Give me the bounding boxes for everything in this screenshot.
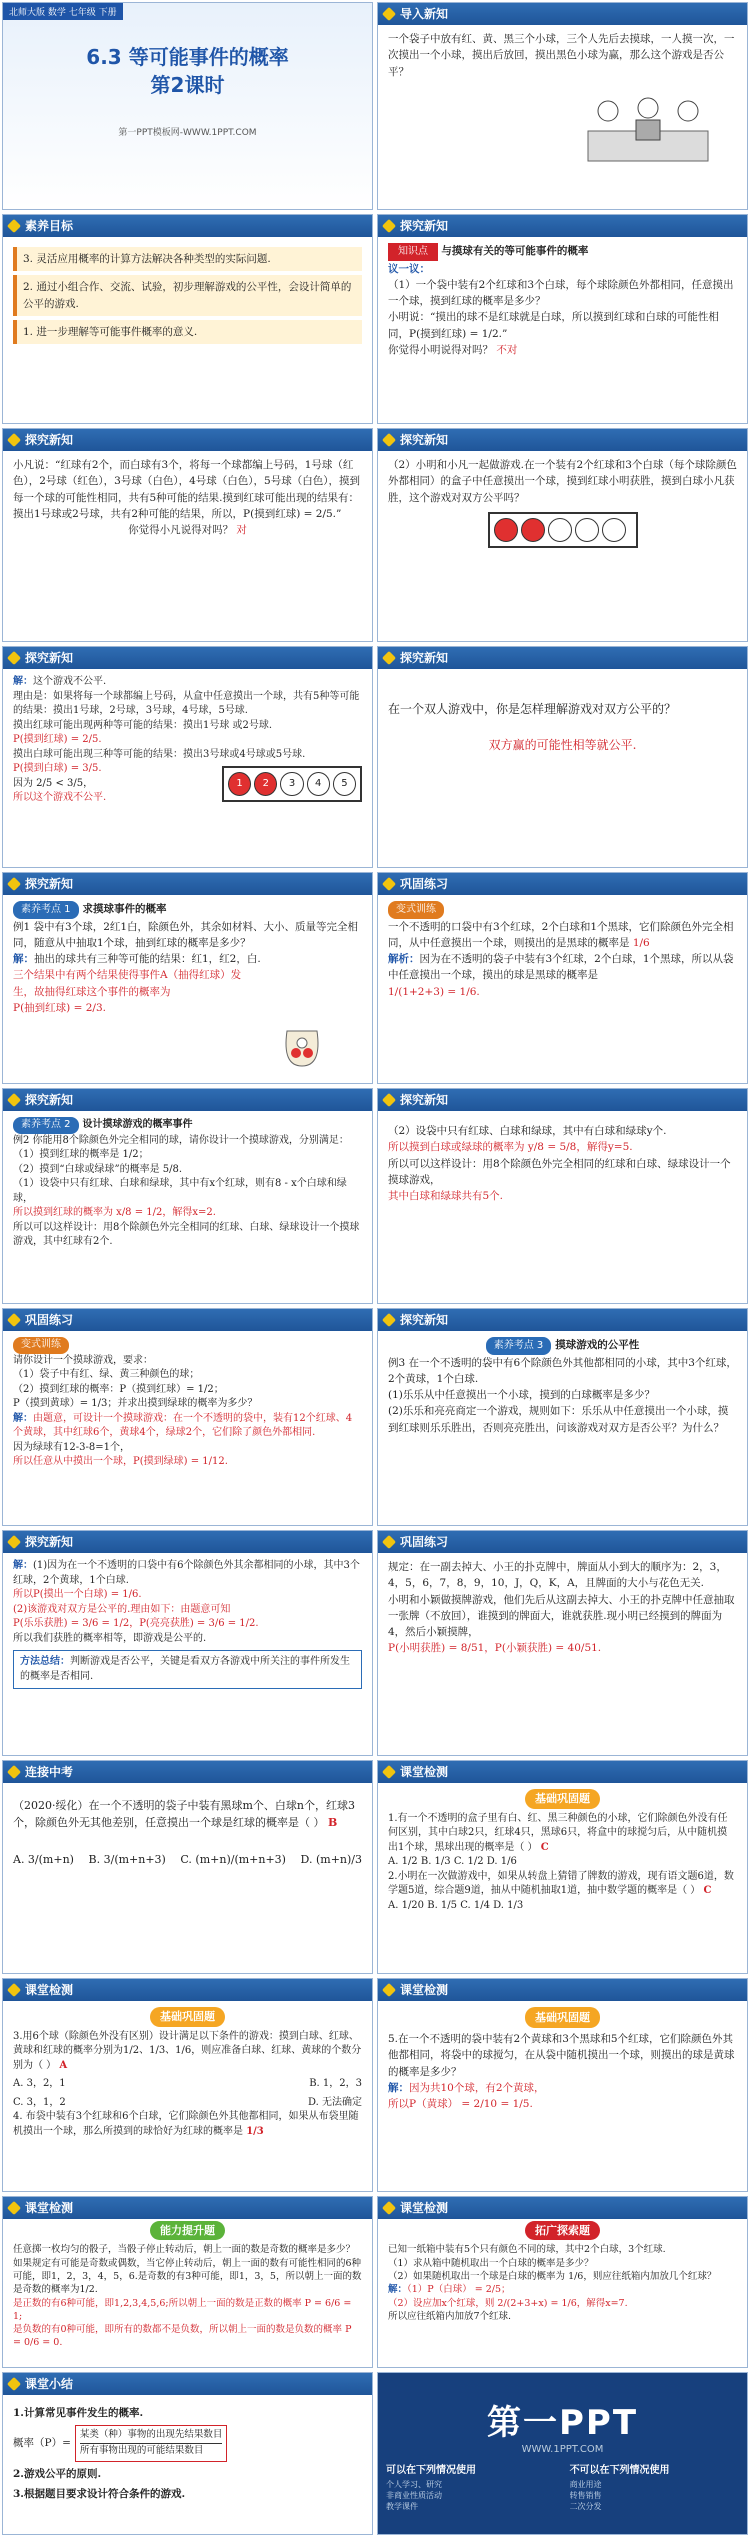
solution-line: （2）设袋中只有红球、白球和绿球，其中有白球和绿球y个. — [388, 1125, 667, 1137]
question-2: (2)乐乐和亮亮商定一个游戏，规则如下：乐乐从中任意摸出一个小球，摸到红球则乐乐胜出，否则亮亮胜出，问该游戏对双方是否公平？为什么？ — [388, 1405, 729, 1434]
xiaofan-claim: 小凡说：“红球有2个，而白球有3个，将每一个球都编上号码，1号球（红色），2号球（红色），3号球（白色），4号球（白色），5号球（白色），摸到每一个球的可能性相同，共有5种可能的结果.摸到红球可能出现的结果有：摸出1号球或2号球，共有2种可能的结果，所以，P(摸到红球) = 2/5.” — [13, 459, 360, 520]
white-ball — [602, 518, 626, 542]
example-text: 例1 袋中有3个球，2红1白，除颜色外，其余如材料、大小、质量等完全相同，随意从中抽取1个球，抽到红球的概率是多少？ — [13, 920, 359, 949]
solution-line: 所以我们获胜的概率相等，即游戏是公平的. — [13, 1632, 207, 1644]
solution-line: (2)该游戏对双方是公平的.理由如下：由题意可知 — [13, 1603, 231, 1615]
solution-line: 所以应往纸箱内加放7个红球. — [388, 2310, 512, 2322]
solution-line: 摸出白球可能出现三种等可能的结果：摸出3号球或4号球或5号球. — [13, 748, 306, 760]
level-heading — [13, 2221, 362, 2240]
slide-bar: 课堂小结 — [3, 2373, 372, 2395]
test-question-5: 5.在一个不透明的袋中装有2个黄球和3个黑球和5个红球，它们除颜色外其他都相同，将袋中的球搅匀，在从袋中随机摸出一个球，则摸出的球是黄球的概率是多少？ — [388, 2033, 735, 2078]
solution-line — [13, 1559, 362, 1588]
solution-line: 其中白球和绿球共有5个. — [388, 1190, 504, 1203]
summary-item-3: 3.根据题目要求设计符合条件的游戏. — [13, 2487, 186, 2500]
red-ball — [521, 518, 545, 542]
answer-text: 不对 — [496, 343, 518, 356]
cover-badge: 北师大版 数学 七年级 下册 — [3, 3, 123, 20]
option-d: D. (m+n)/3 — [300, 1853, 362, 1867]
white-ball — [548, 518, 572, 542]
solution-line: P(摸到白球) = 3/5. — [13, 763, 102, 774]
solution-text: 抽出的球共有三种等可能的结果：红1，红2，白. — [34, 953, 261, 966]
answer-text: P(小明获胜) = 8/51，P(小颖获胜) = 40/51. — [388, 1642, 602, 1655]
question-answer: 1/6 — [632, 936, 650, 949]
slide-body — [378, 1331, 747, 1442]
summary-item-2: 2.游戏公平的原则. — [13, 2467, 102, 2480]
test-question: （2）如果随机取出一个球是白球的概率为 1/6，则应往纸箱内加放几个红球？ — [388, 2270, 717, 2282]
solution-text: (1)因为在一个不透明的口袋中有6个除颜色外其余都相同的小球，其中3个红球，2个黄球，1个白球. — [13, 1560, 360, 1586]
solution-line: P(乐乐获胜) = 3/6 = 1/2，P(亮亮获胜) = 3/6 = 1/2. — [13, 1618, 259, 1629]
slide-bar: 探究新知 — [378, 647, 747, 669]
requirement-line: （1）袋子中有红、绿、黄三种颜色的球； — [13, 1369, 200, 1380]
dice-text: 是负数的有0种可能，即所有的数都不是负数，所以朝上一面的数是负数的概率 P = 0/6 = 0. — [13, 2324, 352, 2349]
solution-line: 三个结果中有两个结果使得事件A（抽得红球）发生，故抽得红球这个事件的概率为 — [13, 969, 242, 998]
slide-bar: 巩固练习 — [378, 873, 747, 895]
slide-body — [3, 2001, 372, 2145]
solution-line — [388, 2080, 737, 2096]
analysis-label: 解析： — [388, 953, 420, 966]
xiaoming-claim: 小明说：“摸出的球不是红球就是白球，所以摸到红球和白球的可能性相同，P(摸到红球) = 1/2.” — [388, 311, 719, 340]
option-b: B. 3/(m+n+3) — [88, 1853, 166, 1867]
dice-text: 是正数的有6种可能，即1,2,3,4,5,6;所以朝上一面的数是正数的概率 P = 6/6 = 1; — [13, 2297, 352, 2322]
formula-label: 概率（P）= — [13, 2437, 71, 2450]
solution-line: P(抽到红球) = 2/3. — [13, 1001, 106, 1014]
skill-point-tag: 素养考点 3 — [486, 1337, 552, 1355]
prompt-text: 你觉得小明说得对吗？ — [388, 343, 493, 356]
goal-1: 1. 进一步理解等可能事件概率的意义. — [13, 320, 362, 344]
slide-body — [378, 669, 747, 762]
level-badge: 基础巩固题 — [525, 2007, 600, 2028]
slide-goals — [2, 214, 373, 424]
solution-row — [13, 762, 362, 806]
slide-body — [378, 237, 747, 364]
solution-line — [13, 951, 362, 967]
skill-point-title: 摸球游戏的公平性 — [555, 1339, 640, 1351]
slide-bar: 探究新知 — [378, 1309, 747, 1331]
option-c: C. (m+n)/(m+n+3) — [180, 1853, 286, 1867]
slide-summary — [2, 2372, 373, 2535]
option-b: B. 1，2，3 — [309, 2078, 362, 2090]
slide-body — [3, 1111, 372, 1256]
answer: A — [59, 2059, 68, 2071]
slide-body — [3, 2219, 372, 2356]
formula-box — [75, 2425, 228, 2461]
example-header — [388, 1337, 737, 1355]
solution-line: （1）设袋中只有红球、白球和绿球，其中有x个红球，则有8 - x个白球和绿球， — [13, 1178, 347, 1204]
slide-explore-2 — [2, 428, 373, 642]
slide-bar: 课堂检测 — [378, 1979, 747, 2001]
analysis-text: 因为在不透明的袋子中装有3个红球，2个白球，1个黑球，所以从袋中任意摸出一个球，摸出的球是黑球的概率是 — [388, 953, 734, 982]
level-badge: 基础巩固题 — [150, 2007, 225, 2027]
ball-5: 5 — [333, 772, 356, 796]
ball-2: 2 — [254, 772, 277, 796]
white-ball — [575, 518, 599, 542]
summary-item-1: 1.计算常见事件发生的概率. — [13, 2407, 144, 2419]
level-heading — [13, 2007, 362, 2027]
slide-body — [3, 669, 372, 812]
slide-explore-4 — [2, 646, 373, 868]
usage-allowed — [386, 2461, 555, 2512]
slide-body — [3, 1553, 372, 1695]
slide-bar: 课堂检测 — [378, 2197, 747, 2219]
analysis — [388, 951, 737, 984]
solution-text: 因为共10个球，有2个黄球， — [409, 2081, 545, 2094]
test-question-3 — [13, 2030, 362, 2074]
slide-body — [3, 2395, 372, 2512]
slide-example-2 — [2, 1088, 373, 1304]
slide-bar: 探究新知 — [3, 1531, 372, 1553]
skill-point-tag: 素养考点 2 — [13, 1117, 79, 1134]
solution-line: 所以任意从中摸出一个球，P(摸到绿球) = 1/12. — [13, 1456, 228, 1467]
slide-practice-2 — [2, 1308, 373, 1526]
slide-explore-3 — [377, 428, 748, 642]
game-question: （2）小明和小凡一起做游戏.在一个装有2个红球和3个白球（每个球除颜色外都相同）的盒子中任意摸出一个球，摸到红球小明获胜，摸到白球小凡获胜，这个游戏对双方公平吗？ — [388, 459, 737, 504]
example-text: 例2 你能用8个除颜色外完全相同的球，请你设计一个摸球游戏，分别满足： — [13, 1134, 349, 1146]
cover-subtitle: 第一PPT模板网-WWW.1PPT.COM — [118, 128, 257, 138]
method-summary-text: 判断游戏是否公平，关键是看双方各游戏中所关注的事件所发生的概率是否相同. — [20, 1656, 350, 1682]
test-question-1 — [388, 1812, 737, 1856]
intro-text: 一个袋子中放有红、黄、黑三个小球，三个人先后去摸球，一人摸一次，一次摸出一个小球，摸出后放回，摸出黑色小球为赢，那么这个游戏是否公平？ — [388, 33, 735, 78]
question-prompt — [13, 522, 362, 538]
slide-bar: 课堂检测 — [378, 1761, 747, 1783]
slide-body — [378, 1783, 747, 1919]
prompt-text: 你觉得小凡说得对吗？ — [128, 524, 234, 537]
test-options-2: A. 1/20 B. 1/5 C. 1/4 D. 1/3 — [388, 1899, 524, 1911]
solution-line: （2）设应加x个红球，则 2/(2+3+x) = 1/6，解得x=7. — [388, 2297, 628, 2309]
slide-practice-1 — [377, 872, 748, 1084]
ball-3: 3 — [280, 772, 303, 796]
usage-columns — [378, 2455, 747, 2518]
slide-bar: 课堂检测 — [3, 2197, 372, 2219]
example-header — [13, 1117, 362, 1134]
solution-line — [388, 2283, 737, 2296]
fairness-answer: 双方赢的可能性相等就公平. — [488, 737, 637, 752]
bag-illustration — [272, 1011, 332, 1071]
test-question-4 — [13, 2110, 362, 2139]
knowledge-point-tag: 知识点 — [388, 243, 438, 261]
answer: C — [540, 1841, 549, 1853]
slide-bar: 探究新知 — [3, 873, 372, 895]
slide-bar: 素养目标 — [3, 215, 372, 237]
exam-question — [13, 1797, 362, 1831]
slide-body — [378, 1553, 747, 1663]
brand-url[interactable]: WWW.1PPT.COM — [521, 2444, 604, 2455]
test-question: （1）求从箱中随机取出一个白球的概率是多少？ — [388, 2257, 594, 2269]
slide-explore-1 — [377, 214, 748, 424]
ball-box — [488, 512, 638, 548]
cover-title — [3, 43, 372, 99]
solution-label: 解： — [388, 2284, 408, 2296]
slide-test-1 — [377, 1760, 748, 1974]
solution-label: 解： — [13, 1560, 33, 1571]
slide-body — [3, 1331, 372, 1476]
slide-body — [3, 1783, 372, 1874]
slide-bar: 探究新知 — [378, 1089, 747, 1111]
analysis-formula: 1/(1+2+3) = 1/6. — [388, 985, 480, 998]
slide-test-2 — [2, 1978, 373, 2192]
dice-text: 任意掷一枚均匀的骰子，当骰子停止转动后，朝上一面的数是奇数的概率是多少？如果规定有可能是奇数或偶数，当它停止转动后，朝上一面的数有可能性相同的6种可能，即1，2，3，4，5，6.是奇数的有3种可能，即1，3，5，所以朝上一面的数是奇数的概率为1/2. — [13, 2244, 362, 2296]
solution-line: 所以可以这样设计：用8个除颜色外完全相同的红球、白球、绿球设计一个摸球游戏，其中红球有2个. — [13, 1221, 360, 1247]
condition-2: （2）摸到“白球或绿球”的概率是 5/8. — [13, 1163, 183, 1175]
slide-bar: 探究新知 — [3, 429, 372, 451]
solution-line: 所以可以这样设计：用8个除颜色外完全相同的红球和白球、绿球设计一个摸球游戏， — [388, 1157, 731, 1186]
slide-example-3 — [377, 1308, 748, 1526]
question-1: (1)乐乐从中任意摸出一个小球，摸到的白球概率是多少？ — [388, 1389, 655, 1402]
slide-body — [378, 2001, 747, 2118]
goal-3: 3. 灵活应用概率的计算方法解决各种类型的实际问题. — [13, 247, 362, 271]
example-header — [13, 901, 362, 919]
exam-answer: B — [328, 1816, 338, 1830]
slide-body — [378, 895, 747, 1006]
solution-line: 所以P(摸出一个白球) = 1/6. — [13, 1589, 142, 1600]
solution-label: 解： — [13, 953, 34, 966]
options — [13, 1851, 362, 1868]
slide-example-3-solution — [2, 1530, 373, 1756]
question-prompt — [388, 342, 737, 358]
solution-text: 这个游戏不公平. — [33, 676, 107, 687]
formula-denominator: 所有事物出现的可能结果数目 — [79, 2444, 204, 2456]
requirement-line: P（摸到黄球）= 1/3；并求出摸到绿球的概率为多少？ — [13, 1398, 258, 1409]
solution-line: 所以P（黄球） = 2/10 = 1/5. — [388, 2098, 533, 2111]
requirement-line: 请你设计一个摸球游戏，要求： — [13, 1354, 153, 1366]
goal-2: 2. 通过小组合作、交流、试验，初步理解游戏的公平性，会设计简单的公平的游戏. — [13, 275, 362, 316]
test-question-2 — [388, 1870, 737, 1899]
slide-bar: 课堂检测 — [3, 1979, 372, 2001]
slide-brand — [377, 2372, 748, 2535]
slide-body — [378, 25, 747, 172]
slide-body — [3, 451, 372, 544]
level-badge: 基础巩固题 — [525, 1789, 600, 1809]
red-ball — [494, 518, 518, 542]
level-heading — [388, 2007, 737, 2028]
answer-text: 对 — [236, 524, 247, 537]
solution-line: 所以这个游戏不公平. — [13, 792, 107, 803]
knowledge-point-title: 与摸球有关的等可能事件的概率 — [441, 245, 589, 257]
slide-cover — [2, 2, 373, 210]
slide-bar: 探究新知 — [378, 429, 747, 451]
slide-bar: 连接中考 — [3, 1761, 372, 1783]
cover-title-line1: 6.3 等可能事件的概率 — [86, 45, 289, 69]
condition-1: （1）摸到红球的概率是 1/2； — [13, 1149, 149, 1160]
slide-body — [3, 237, 372, 354]
option-c: C. 3，1，2 — [13, 2096, 66, 2108]
level-badge: 拓广探索题 — [525, 2221, 600, 2240]
solution-line — [13, 1412, 362, 1441]
slide-body — [378, 451, 747, 560]
requirement-line: （2）摸到红球的概率：P（摸到红球）= 1/2； — [13, 1383, 224, 1395]
test-options-1: A. 1/2 B. 1/3 C. 1/2 D. 1/6 — [388, 1856, 517, 1868]
question-text: 1.有一个不透明的盒子里有白、红、黑三种颜色的小球，它们除颜色外没有任何区别，其中白球2只，红球4只，黑球6只，将盒中的球搅匀后，从中随机摸出1个球，黑球出现的概率是（ ） — [388, 1812, 728, 1853]
fairness-question: 在一个双人游戏中，你是怎样理解游戏对双方公平的？ — [388, 702, 677, 716]
slide-body — [3, 895, 372, 1022]
solution-label: 解： — [388, 2081, 409, 2094]
solution-text: （1）P（白球） = 2/5； — [407, 2284, 511, 2296]
slide-bar: 探究新知 — [378, 215, 747, 237]
options — [13, 2096, 362, 2111]
answer: 1/3 — [246, 2125, 264, 2137]
slide-practice-3 — [377, 1530, 748, 1756]
usage-item: 非商业性质活动 — [386, 2491, 442, 2500]
solution-line: 摸出红球可能出现两种等可能的结果：摸出1号球 或2号球. — [13, 719, 273, 731]
brand-logo: 第一PPT — [486, 2403, 639, 2443]
slide-bar: 探究新知 — [3, 1089, 372, 1111]
slide-body — [378, 2219, 747, 2329]
usage-allowed-title: 可以在下列情况使用 — [386, 2465, 476, 2476]
usage-forbidden-title: 不可以在下列情况使用 — [569, 2465, 670, 2476]
solution-text: 由题意，可设计一个摸球游戏：在一个不透明的袋中，装有12个红球、4个黄球，其中红球6个，黄球4个，绿球2个，它们除了颜色外都相同. — [13, 1412, 353, 1438]
probability-formula — [13, 2425, 362, 2461]
solution-line: 因为绿球有12-3-8=1个， — [13, 1441, 130, 1453]
question-text: 4. 布袋中装有3个红球和6个白球，它们除颜色外其他都相同，如果从布袋里随机摸出一个球，那么所摸到的球恰好为红球的概率是 — [13, 2111, 359, 2137]
solution-label: 解： — [13, 1412, 33, 1424]
level-heading — [388, 1789, 737, 1809]
method-summary-label: 方法总结： — [20, 1656, 70, 1667]
solution-line: 因为 2/5 < 3/5， — [13, 777, 94, 789]
option-a: A. 3/(m+n) — [13, 1853, 74, 1867]
options — [13, 2077, 362, 2092]
practice-question — [388, 919, 737, 952]
cover-title-line2: 第2课时 — [150, 73, 225, 97]
slide-explore-5 — [377, 646, 748, 868]
level-heading — [388, 2221, 737, 2240]
solution-line: P(摸到红球) = 2/5. — [13, 734, 102, 745]
example-text: 例3 在一个不透明的袋中有6个除颜色外其他都相同的小球，其中3个红球，2个黄球，1个白球. — [388, 1356, 737, 1385]
slide-example-2b — [377, 1088, 748, 1304]
question-text: （2020·绥化）在一个不透明的袋子中装有黑球m个、白球n个，红球3个，除颜色外无其他差别，任意摸出一个球是红球的概率是（ ） — [13, 1799, 356, 1830]
slide-test-4 — [2, 2196, 373, 2368]
usage-item: 商业用途 — [569, 2480, 602, 2489]
numbered-ball-box — [222, 766, 362, 802]
usage-item: 个人学习、研究 — [386, 2480, 442, 2489]
option-d: D. 无法确定 — [307, 2096, 362, 2108]
question-1: （1）一个袋中装有2个红球和3个白球，每个球除颜色外都相同，任意摸出一个球，摸到红球的概率是多少？ — [388, 278, 734, 308]
solution-line: 理由是：如果将每一个球都编上号码，从盒中任意摸出一个球，共有5种等可能的结果：摸出1号球，2号球，3号球，4号球，5号球. — [13, 690, 360, 716]
usage-forbidden — [570, 2461, 739, 2512]
usage-item: 教学课件 — [386, 2502, 418, 2511]
question-text: 2.小明在一次做游戏中，如果从转盘上猜错了牌数的游戏，现有语文题6道，数学题5道，综合题9道，抽从中随机抽取1道，抽中数学题的概率是（ ） — [388, 1870, 734, 1897]
slide-test-3 — [377, 1978, 748, 2192]
slide-bar: 巩固练习 — [378, 1531, 747, 1553]
solution-line — [13, 675, 362, 690]
variant-tag: 变式训练 — [388, 901, 444, 919]
formula-numerator: 某类（种）事物的出现先结果数目 — [80, 2428, 223, 2444]
discuss-label: 议一议： — [388, 262, 430, 275]
game-text: 小明和小颖做摸牌游戏，他们先后从这副去掉大、小王的扑克牌中任意抽取一张牌（不放回），谁摸到的牌面大，谁就获胜.现小明已经摸到的牌面为4，然后小颖摸牌， — [388, 1593, 735, 1639]
level-badge: 能力提升题 — [150, 2221, 225, 2240]
usage-item: 二次分发 — [569, 2502, 602, 2511]
answer: C — [703, 1885, 712, 1897]
test-question: 已知一纸箱中装有5个只有颜色不同的球，其中2个白球，3个红球. — [388, 2244, 666, 2256]
question-text: 3.用6个球（除颜色外没有区别）设计满足以下条件的游戏：摸到白球、红球、黄球和红球的概率分别为1/2、1/3、1/6，则应准备白球、红球、黄球的个数分别为（ ） — [13, 2030, 362, 2071]
ball-4: 4 — [307, 772, 330, 796]
slide-bar: 探究新知 — [3, 647, 372, 669]
slide-exam-link — [2, 1760, 373, 1974]
usage-item: 转售销售 — [569, 2491, 602, 2500]
slide-body — [378, 1111, 747, 1210]
ball-1: 1 — [228, 772, 251, 796]
question-text: 一个不透明的口袋中有3个红球，2个白球和1个黑球，它们除颜色外完全相同，从中任意摸出一个球，则摸出的是黑球的概率是 — [388, 920, 734, 949]
solution-line: 所以摸到红球的概率为 x/8 = 1/2，解得x=2. — [13, 1207, 216, 1218]
solution-line: 所以摸到白球或绿球的概率为 y/8 = 5/8，解得y=5. — [388, 1141, 633, 1154]
slide-example-1 — [2, 872, 373, 1084]
rule-text: 规定：在一副去掉大、小王的扑克牌中，牌面从小到大的顺序为：2，3，4，5，6，7，8，9，10，J，Q，K，A，且牌面的大小与花色无关. — [388, 1561, 727, 1590]
method-summary-box — [13, 1650, 362, 1689]
slide-intro — [377, 2, 748, 210]
solution-left — [13, 762, 106, 806]
slide-test-5 — [377, 2196, 748, 2368]
slide-bar: 导入新知 — [378, 3, 747, 25]
children-illustration — [578, 86, 728, 166]
slide-bar: 巩固练习 — [3, 1309, 372, 1331]
solution-label: 解： — [13, 676, 33, 687]
skill-point-title: 设计摸球游戏的概率事件 — [82, 1119, 193, 1130]
option-a: A. 3，2，1 — [13, 2078, 66, 2090]
variant-tag: 变式训练 — [13, 1337, 69, 1354]
skill-point-tag: 素养考点 1 — [13, 901, 79, 919]
skill-point-title: 求摸球事件的概率 — [82, 903, 167, 915]
